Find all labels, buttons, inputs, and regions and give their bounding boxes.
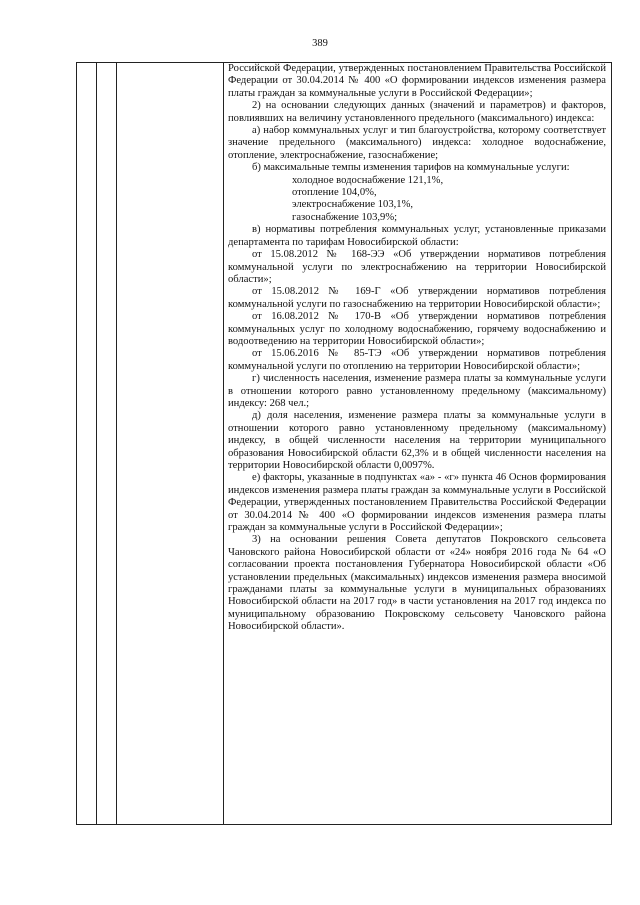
paragraph: 3) на основании решения Совета депутатов Покровского сельсовета Чановского района Новосибирской области от «24» ноября 2016 года № 64 «О согласовании проекта постановления Губернатора Новосибирской области «Об установлении предельных (максимальных) индексов изменения размера вносимой гражданами платы за коммунальные услуги в муниципальных образованиях Новосибирской области на 2017 год» в части установления на 2017 год индекса по муниципальному образованию Покровскому сельсовету Чановского района Новосибирской области». [228,534,606,633]
tariff-line: отопление 104,0%, [292,187,377,199]
page-number: 389 [312,38,328,49]
tariff-line: холодное водоснабжение 121,1%, [292,174,444,186]
paragraph: д) доля населения, изменение размера платы за коммунальные услуги в отношении которого равно установленному предельному (максимальному) индексу, в общей численности населения на территории муниципального образования Новосибирской области 62,3% и в общей численности населения на территории Новосибирской области 0,0097%. [228,410,606,471]
table-cell-empty-1 [77,63,97,825]
table-cell-empty-2 [97,63,117,825]
paragraph: в) нормативы потребления коммунальных услуг, установленные приказами департамента по тарифам Новосибирской области: [228,224,606,248]
document-body [224,63,611,634]
paragraph: б) максимальные темпы изменения тарифов на коммунальные услуги: [252,162,570,174]
paragraph: от 15.06.2016 № 85-ТЭ «Об утверждении нормативов потребления коммунальной услуги по отоплению на территории Новосибирской области»; [228,348,606,372]
table-cell-empty-3 [117,63,224,825]
paragraph: Российской Федерации, утвержденных постановлением Правительства Российской Федерации от 30.04.2014 № 400 «О формировании индексов изменения размера платы граждан за коммунальные услуги в Российской Федерации»; [228,63,606,99]
tariff-line: электроснабжение 103,1%, [292,199,414,211]
table-cell-text [224,63,612,825]
paragraph: г) численность населения, изменение размера платы за коммунальные услуги в отношении которого равно установленному предельному (максимальному) индексу: 268 чел.; [228,373,606,409]
paragraph: от 15.08.2012 № 168-ЭЭ «Об утверждении нормативов потребления коммунальной услуги по электроснабжению на территории Новосибирской области»; [228,249,606,285]
tariff-line: газоснабжение 103,9%; [292,211,398,223]
document-table [76,62,612,825]
paragraph: от 16.08.2012 № 170-В «Об утверждении нормативов потребления коммунальных услуг по холодному водоснабжению, горячему водоснабжению и водоотведению на территории Новосибирской области»; [228,311,606,347]
table-row [77,63,612,825]
paragraph: от 15.08.2012 № 169-Г «Об утверждении нормативов потребления коммунальной услуги по газоснабжению на территории Новосибирской области»; [228,286,606,310]
paragraph: 2) на основании следующих данных (значений и параметров) и факторов, повлиявших на величину установленного предельного (максимального) индекса: [228,100,606,124]
paragraph: а) набор коммунальных услуг и тип благоустройства, которому соответствует значение предельного (максимального) индекса: холодное водоснабжение, отопление, электроснабжение, газоснабжение; [228,125,606,161]
paragraph: е) факторы, указанные в подпунктах «а» - «г» пункта 46 Основ формирования индексов изменения размера платы граждан за коммунальные услуги в Российской Федерации, утвержденных постановлением Правительства Российской Федерации от 30.04.2014 № 400 «О формировании индексов изменения размера платы граждан за коммунальные услуги в Российской Федерации»; [228,472,606,534]
